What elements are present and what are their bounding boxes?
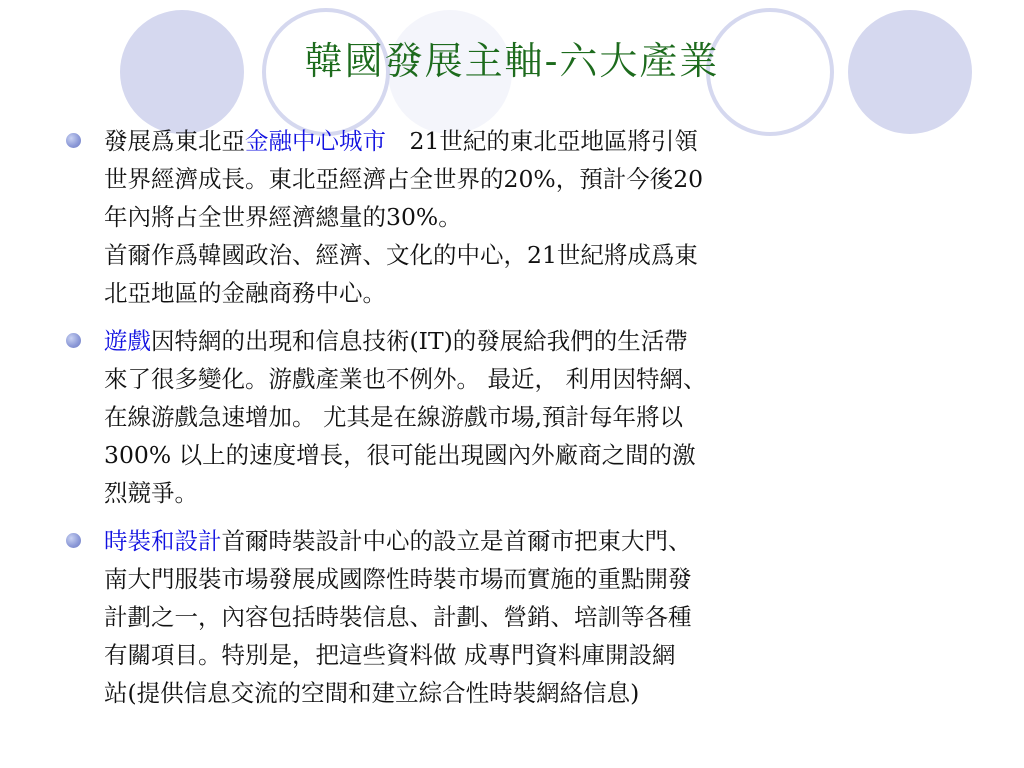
bullet-line: 計劃之一，內容包括時裝信息、計劃、營銷、培訓等各種 bbox=[104, 603, 692, 631]
bullet-line: 站(提供信息交流的空間和建立綜合性時裝網絡信息) bbox=[104, 679, 640, 707]
bullet-line: 世界經濟成長。東北亞經濟占全世界的20%，預計今後20 bbox=[104, 165, 704, 193]
slide-title: 韓國發展主軸-六大產業 bbox=[304, 39, 720, 83]
bullet-highlight: 時裝和設計 bbox=[104, 527, 222, 555]
bullet-line bbox=[104, 522, 984, 560]
bullet-games bbox=[66, 322, 984, 512]
bullet-line: 烈競爭。 bbox=[104, 479, 198, 507]
bullet-text: 發展爲東北亞 bbox=[104, 127, 245, 155]
bullet-line: 首爾作爲韓國政治、經濟、文化的中心，21世紀將成爲東 bbox=[104, 241, 698, 269]
bullet-highlight: 金融中心城市 bbox=[245, 127, 386, 155]
bullet-dot-icon bbox=[66, 533, 81, 548]
bullet-text: 21世紀的東北亞地區將引領 bbox=[386, 127, 698, 155]
bullet-line: 有關項目。特別是，把這些資料做 成專門資料庫開設網 bbox=[104, 641, 676, 669]
bullet-line: 在線游戲急速增加。 尤其是在線游戲市場,預計每年將以 bbox=[104, 403, 683, 431]
bullet-text: 因特網的出現和信息技術(IT)的發展給我們的生活帶 bbox=[151, 327, 688, 355]
bullet-line: 北亞地區的金融商務中心。 bbox=[104, 279, 386, 307]
bullet-finance bbox=[66, 122, 984, 312]
bullet-line bbox=[104, 322, 984, 360]
bullet-highlight: 遊戲 bbox=[104, 327, 151, 355]
bullet-list bbox=[66, 122, 984, 722]
bullet-line: 南大門服裝市場發展成國際性時裝市場而實施的重點開發 bbox=[104, 565, 692, 593]
bullet-line: 300% 以上的速度增長，很可能出現國內外廠商之間的激 bbox=[104, 441, 696, 469]
bullet-dot-icon bbox=[66, 133, 81, 148]
bullet-fashion bbox=[66, 522, 984, 712]
bullet-line: 來了很多變化。游戲產業也不例外。 最近， 利用因特網、 bbox=[104, 365, 707, 393]
bullet-line: 年內將占全世界經濟總量的30%。 bbox=[104, 203, 462, 231]
bullet-dot-icon bbox=[66, 333, 81, 348]
bullet-line bbox=[104, 122, 984, 160]
bullet-text: 首爾時裝設計中心的設立是首爾市把東大門、 bbox=[221, 527, 692, 555]
